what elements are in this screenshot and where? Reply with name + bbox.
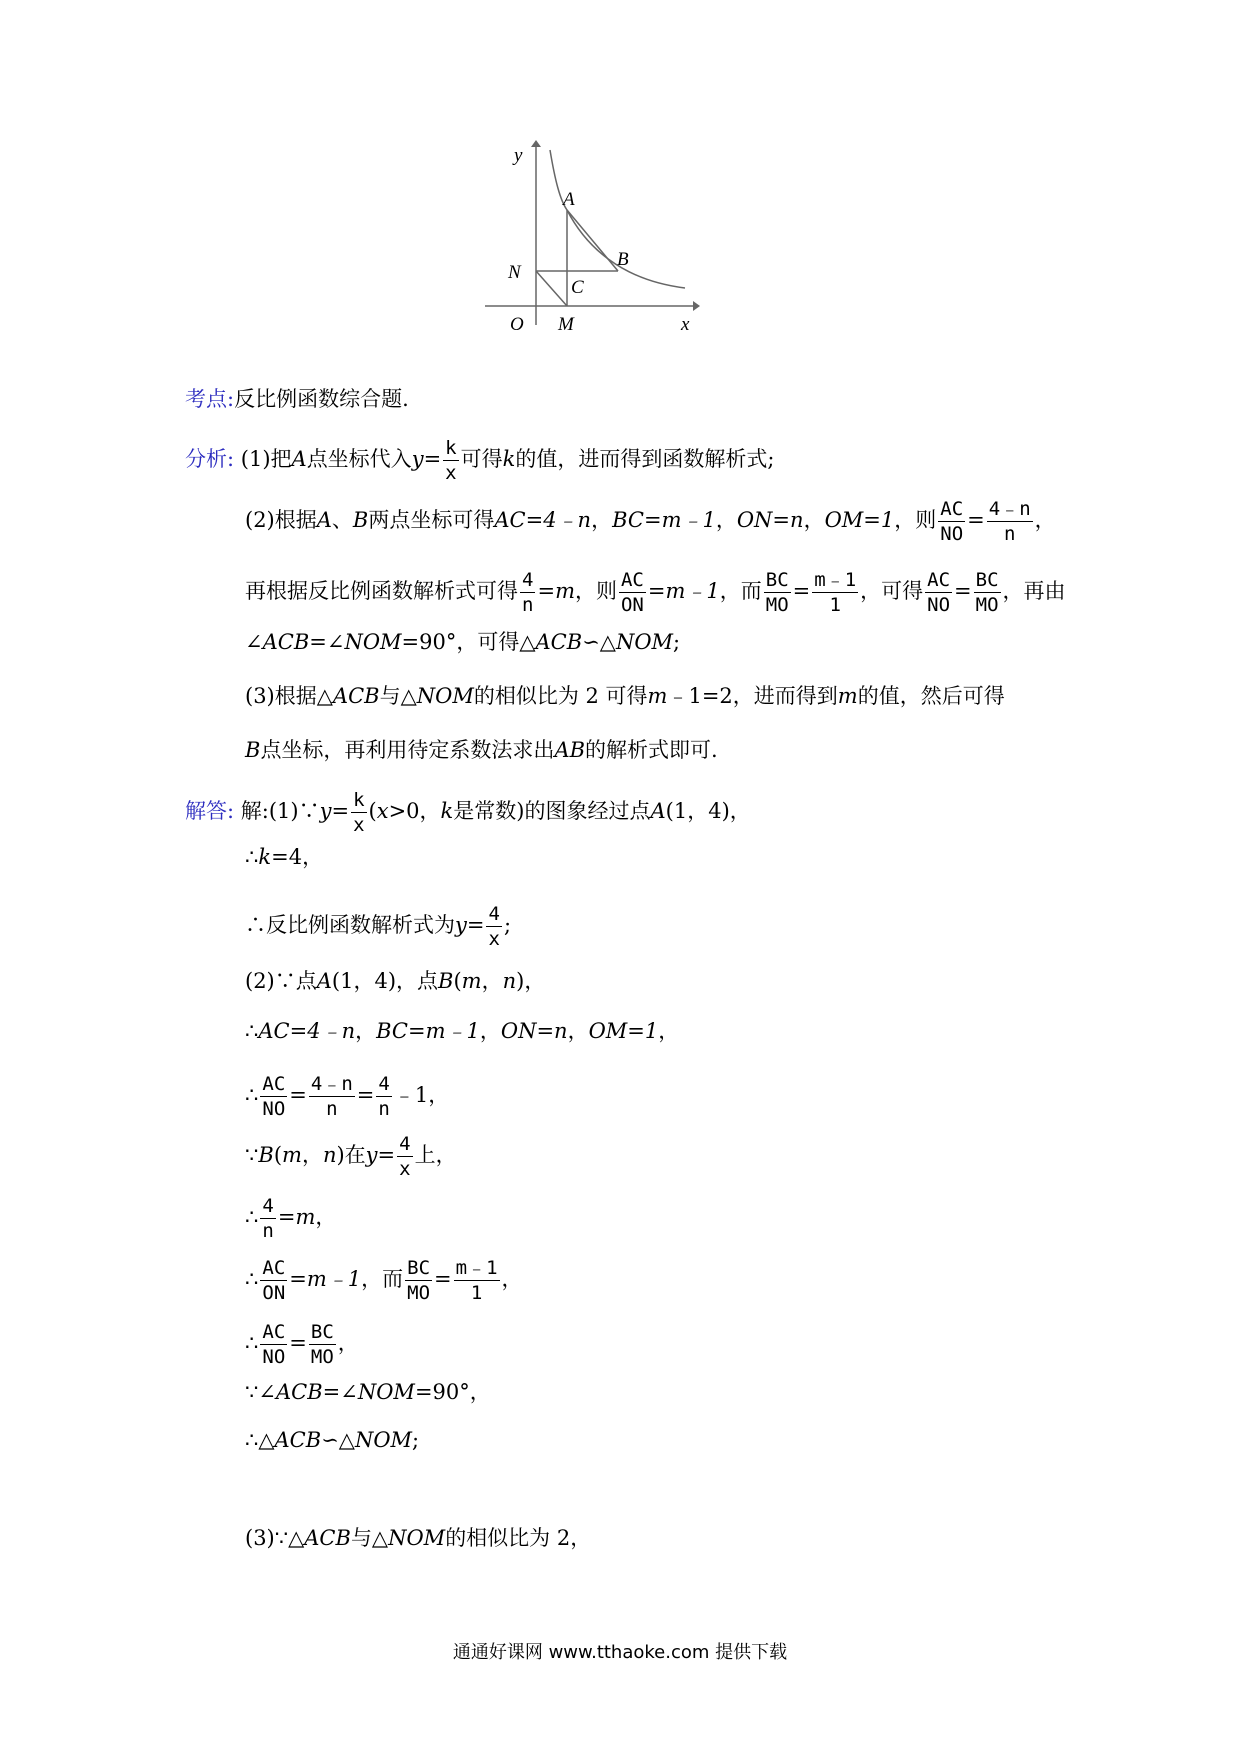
label-b: B <box>617 249 629 270</box>
text: B <box>245 738 261 762</box>
kaodian-line <box>185 384 409 414</box>
text: ，则 <box>574 579 617 603</box>
numerator: AC <box>262 1321 286 1343</box>
text: )， <box>516 969 546 993</box>
numerator: 4 <box>378 1073 390 1095</box>
text: ACB <box>535 630 583 654</box>
kaodian-text: 反比例函数综合题. <box>234 387 409 411</box>
numerator: 4 <box>522 569 534 591</box>
fraction <box>974 568 1001 617</box>
text: 可得 <box>460 447 503 471</box>
numerator: 4﹣n <box>988 498 1031 520</box>
text: 的解析式即可. <box>585 738 718 762</box>
text: ACB <box>274 1428 322 1452</box>
text: ; <box>412 1428 420 1452</box>
numerator: k <box>445 437 457 459</box>
text: n <box>322 1143 337 1167</box>
text: ∽△ <box>321 1428 355 1452</box>
text: m <box>295 1205 316 1229</box>
text: ， <box>567 1019 589 1043</box>
text: >0， <box>388 799 441 823</box>
text: n <box>502 969 517 993</box>
text: 上， <box>414 1143 457 1167</box>
diagonal-nm <box>536 271 567 306</box>
text: ， <box>1034 508 1056 532</box>
text: y <box>455 913 467 937</box>
text: (3)∵△ <box>245 1526 305 1550</box>
text: ; <box>503 913 512 937</box>
text: =4， <box>271 845 324 869</box>
text: = <box>277 1205 296 1229</box>
fenxi-p2c <box>245 627 680 657</box>
text: =90°，可得△ <box>401 630 536 654</box>
text: = <box>289 1267 307 1291</box>
kaodian-label: 考点: <box>185 387 235 411</box>
fraction <box>397 1132 412 1181</box>
text: ﹣1， <box>393 1083 450 1107</box>
fraction <box>454 1256 500 1305</box>
numerator: AC <box>262 1257 286 1279</box>
jieda-l3 <box>245 902 511 951</box>
denominator: x <box>399 1158 411 1180</box>
text: ， <box>301 1143 323 1167</box>
text: = <box>289 1331 307 1355</box>
denominator: NO <box>927 594 951 616</box>
text: ∴ <box>245 1267 259 1291</box>
page-footer: 通通好课网 www.tthaoke.com 提供下载 <box>452 1642 788 1663</box>
label-c: C <box>571 277 584 298</box>
text: ， <box>715 508 737 532</box>
fenxi-p1 <box>185 436 774 485</box>
text: ACB <box>332 684 380 708</box>
text: NOM <box>357 1380 415 1404</box>
fraction <box>405 1256 432 1305</box>
text: B <box>352 508 369 532</box>
text: m <box>837 684 858 708</box>
label-y: y <box>514 145 523 166</box>
text: A <box>650 799 666 823</box>
jieda-l5 <box>245 1016 679 1046</box>
numerator: k <box>353 789 365 811</box>
text: ∴ <box>245 1331 259 1355</box>
fenxi-label: 分析: <box>185 447 235 471</box>
text: 解:(1)∵ <box>240 799 320 823</box>
jieda-l1 <box>185 788 751 837</box>
numerator: 4 <box>399 1133 411 1155</box>
denominator: MO <box>310 1346 334 1368</box>
text: m﹣1 <box>306 1267 362 1291</box>
fraction <box>309 1320 336 1369</box>
denominator: ON <box>262 1282 286 1304</box>
text: ，可得 <box>860 579 924 603</box>
text: 再根据反比例函数解析式可得 <box>245 579 518 603</box>
text: (1，4)， <box>665 799 751 823</box>
chord-ab <box>567 210 618 271</box>
text: 两点坐标可得 <box>368 508 495 532</box>
text: = <box>356 1083 375 1107</box>
fraction <box>260 1194 275 1243</box>
denominator: MO <box>975 594 999 616</box>
text: ∴ <box>245 1019 259 1043</box>
numerator: m﹣1 <box>814 569 857 591</box>
text: ∵∠ <box>245 1380 276 1404</box>
text: AC=4﹣n <box>258 1019 356 1043</box>
y-axis-arrowhead <box>531 140 541 147</box>
text: ， <box>803 508 825 532</box>
text: k <box>502 447 516 471</box>
denominator: x <box>488 928 500 950</box>
fraction <box>260 1256 287 1305</box>
denominator: 1 <box>829 594 841 616</box>
denominator: NO <box>262 1346 286 1368</box>
text: ， <box>315 1205 337 1229</box>
text: 的值，然后可得 <box>857 684 1005 708</box>
fraction <box>260 1320 287 1369</box>
text: ， <box>355 1019 377 1043</box>
fraction <box>443 436 458 485</box>
text: 点坐标代入 <box>306 447 412 471</box>
text: 点坐标，再利用待定系数法求出 <box>260 738 555 762</box>
denominator: ON <box>620 594 644 616</box>
text: ∴ <box>245 1205 259 1229</box>
label-x: x <box>681 314 690 335</box>
denominator: NO <box>262 1098 286 1120</box>
text: x <box>376 799 389 823</box>
text: = <box>967 508 985 532</box>
text: B <box>258 1143 274 1167</box>
text: ∵ <box>245 1143 259 1167</box>
text: y <box>411 447 424 471</box>
numerator: 4 <box>488 903 500 925</box>
text: ， <box>658 1019 680 1043</box>
text: ， <box>481 969 503 993</box>
text: k <box>258 845 272 869</box>
denominator: n <box>522 594 534 616</box>
x-axis-arrowhead <box>693 301 700 311</box>
text: B <box>438 969 454 993</box>
text: m﹣1 <box>665 579 720 603</box>
numerator: AC <box>927 569 951 591</box>
denominator: 1 <box>470 1282 483 1304</box>
label-m: M <box>558 314 574 335</box>
text: ， <box>591 508 613 532</box>
text: ON=n <box>736 508 804 532</box>
text: (2)根据 <box>245 508 317 532</box>
fraction <box>486 902 501 951</box>
denominator: x <box>445 462 457 484</box>
text: BC=m﹣1 <box>612 508 716 532</box>
text: ACB <box>275 1380 323 1404</box>
text: ∽△ <box>582 630 616 654</box>
text: m <box>461 969 482 993</box>
fraction <box>925 568 952 617</box>
text: m <box>555 579 575 603</box>
numerator: BC <box>407 1257 431 1279</box>
numerator: BC <box>765 569 789 591</box>
text: ( <box>368 799 377 823</box>
fraction <box>376 1072 391 1121</box>
text: (2)∵点 <box>245 969 317 993</box>
fraction <box>764 568 791 617</box>
text: NOM <box>615 630 674 654</box>
fraction <box>938 497 965 546</box>
text: AC=4﹣n <box>494 508 592 532</box>
text: ON=n <box>500 1019 568 1043</box>
numerator: BC <box>975 569 999 591</box>
jieda-l10 <box>245 1320 359 1369</box>
denominator: n <box>1003 523 1016 545</box>
jieda-l12 <box>245 1425 419 1455</box>
text: )在 <box>336 1143 366 1167</box>
text: ∴△ <box>245 1428 275 1452</box>
text: ∠ACB=∠NOM <box>245 630 402 654</box>
text: ∴反比例函数解析式为 <box>245 913 455 937</box>
fraction <box>520 568 535 617</box>
text: ，则 <box>894 508 937 532</box>
text: = <box>289 1083 307 1107</box>
text: = <box>954 579 972 603</box>
jieda-l2 <box>245 842 323 872</box>
text: m <box>282 1143 302 1167</box>
text: ﹣1=2，进而得到 <box>667 684 838 708</box>
fenxi-p3a <box>245 681 1005 711</box>
text: = <box>331 799 350 823</box>
fenxi-p2b <box>245 568 1066 617</box>
numerator: 4﹣n <box>310 1073 353 1095</box>
text: = <box>434 1267 452 1291</box>
denominator: x <box>353 814 365 836</box>
text: ，再由 <box>1002 579 1066 603</box>
numerator: AC <box>940 498 964 520</box>
text: NOM <box>416 684 474 708</box>
numerator: AC <box>620 569 644 591</box>
numerator: m﹣1 <box>455 1257 498 1279</box>
denominator: n <box>262 1220 274 1242</box>
text: = <box>377 1143 396 1167</box>
text: NOM <box>388 1526 446 1550</box>
label-o: O <box>510 314 524 335</box>
text: ∴ <box>245 845 259 869</box>
jieda-l4 <box>245 966 545 996</box>
text: ， <box>501 1267 523 1291</box>
fraction <box>309 1072 355 1121</box>
text: ，而 <box>361 1267 404 1291</box>
text: 与△ <box>379 684 417 708</box>
text: ; <box>673 630 681 654</box>
denominator: NO <box>940 523 964 545</box>
fenxi-p3b <box>245 735 718 765</box>
fraction <box>987 497 1033 546</box>
text: k <box>440 799 454 823</box>
text: A <box>316 508 332 532</box>
fraction <box>812 568 858 617</box>
fraction <box>619 568 646 617</box>
text: ( <box>273 1143 283 1167</box>
label-n: N <box>508 262 521 283</box>
text: OM=1 <box>824 508 895 532</box>
text: ACB <box>304 1526 351 1550</box>
text: 是常数)的图象经过点 <box>453 799 651 823</box>
jieda-l8 <box>245 1194 336 1243</box>
fraction <box>351 788 366 837</box>
text: NOM <box>354 1428 413 1452</box>
text: ， <box>479 1019 501 1043</box>
jieda-label: 解答: <box>185 799 235 823</box>
text: A <box>316 969 332 993</box>
denominator: MO <box>407 1282 431 1304</box>
text: =∠ <box>322 1380 358 1404</box>
text: = <box>466 913 485 937</box>
numerator: 4 <box>262 1195 274 1217</box>
text: y <box>319 799 332 823</box>
text: AB <box>554 738 586 762</box>
text: 的相似比为 2 可得 <box>473 684 648 708</box>
numerator: AC <box>262 1073 286 1095</box>
text: = <box>423 447 442 471</box>
text: = <box>792 579 811 603</box>
text: (1)把 <box>240 447 292 471</box>
label-a: A <box>563 189 575 210</box>
text: 的相似比为 2， <box>445 1526 592 1550</box>
text: A <box>291 447 307 471</box>
numerator: BC <box>310 1321 334 1343</box>
text: = <box>647 579 666 603</box>
text: (3)根据△ <box>245 684 333 708</box>
denominator: MO <box>765 594 789 616</box>
text: ∴ <box>245 1083 259 1107</box>
text: 、 <box>331 508 353 532</box>
text: BC=m﹣1 <box>376 1019 480 1043</box>
text: ， <box>337 1331 359 1355</box>
text: m <box>647 684 668 708</box>
text: 与△ <box>350 1526 389 1550</box>
fraction <box>260 1072 287 1121</box>
jieda-l7 <box>245 1132 457 1181</box>
text: y <box>365 1143 378 1167</box>
jieda-l6 <box>245 1072 449 1121</box>
jieda-l9 <box>245 1256 523 1305</box>
text: OM=1 <box>588 1019 659 1043</box>
text: =90°， <box>414 1380 491 1404</box>
text: ，而 <box>719 579 762 603</box>
graph-labels-svg <box>450 140 750 370</box>
fenxi-p2a <box>245 497 1056 546</box>
denominator: n <box>326 1098 338 1120</box>
jieda-l11 <box>245 1377 491 1407</box>
text: 的值，进而得到函数解析式; <box>515 447 775 471</box>
jieda-l13 <box>245 1523 591 1553</box>
text: ( <box>453 969 462 993</box>
text: = <box>537 579 556 603</box>
denominator: n <box>378 1098 390 1120</box>
text: (1，4)，点 <box>331 969 439 993</box>
